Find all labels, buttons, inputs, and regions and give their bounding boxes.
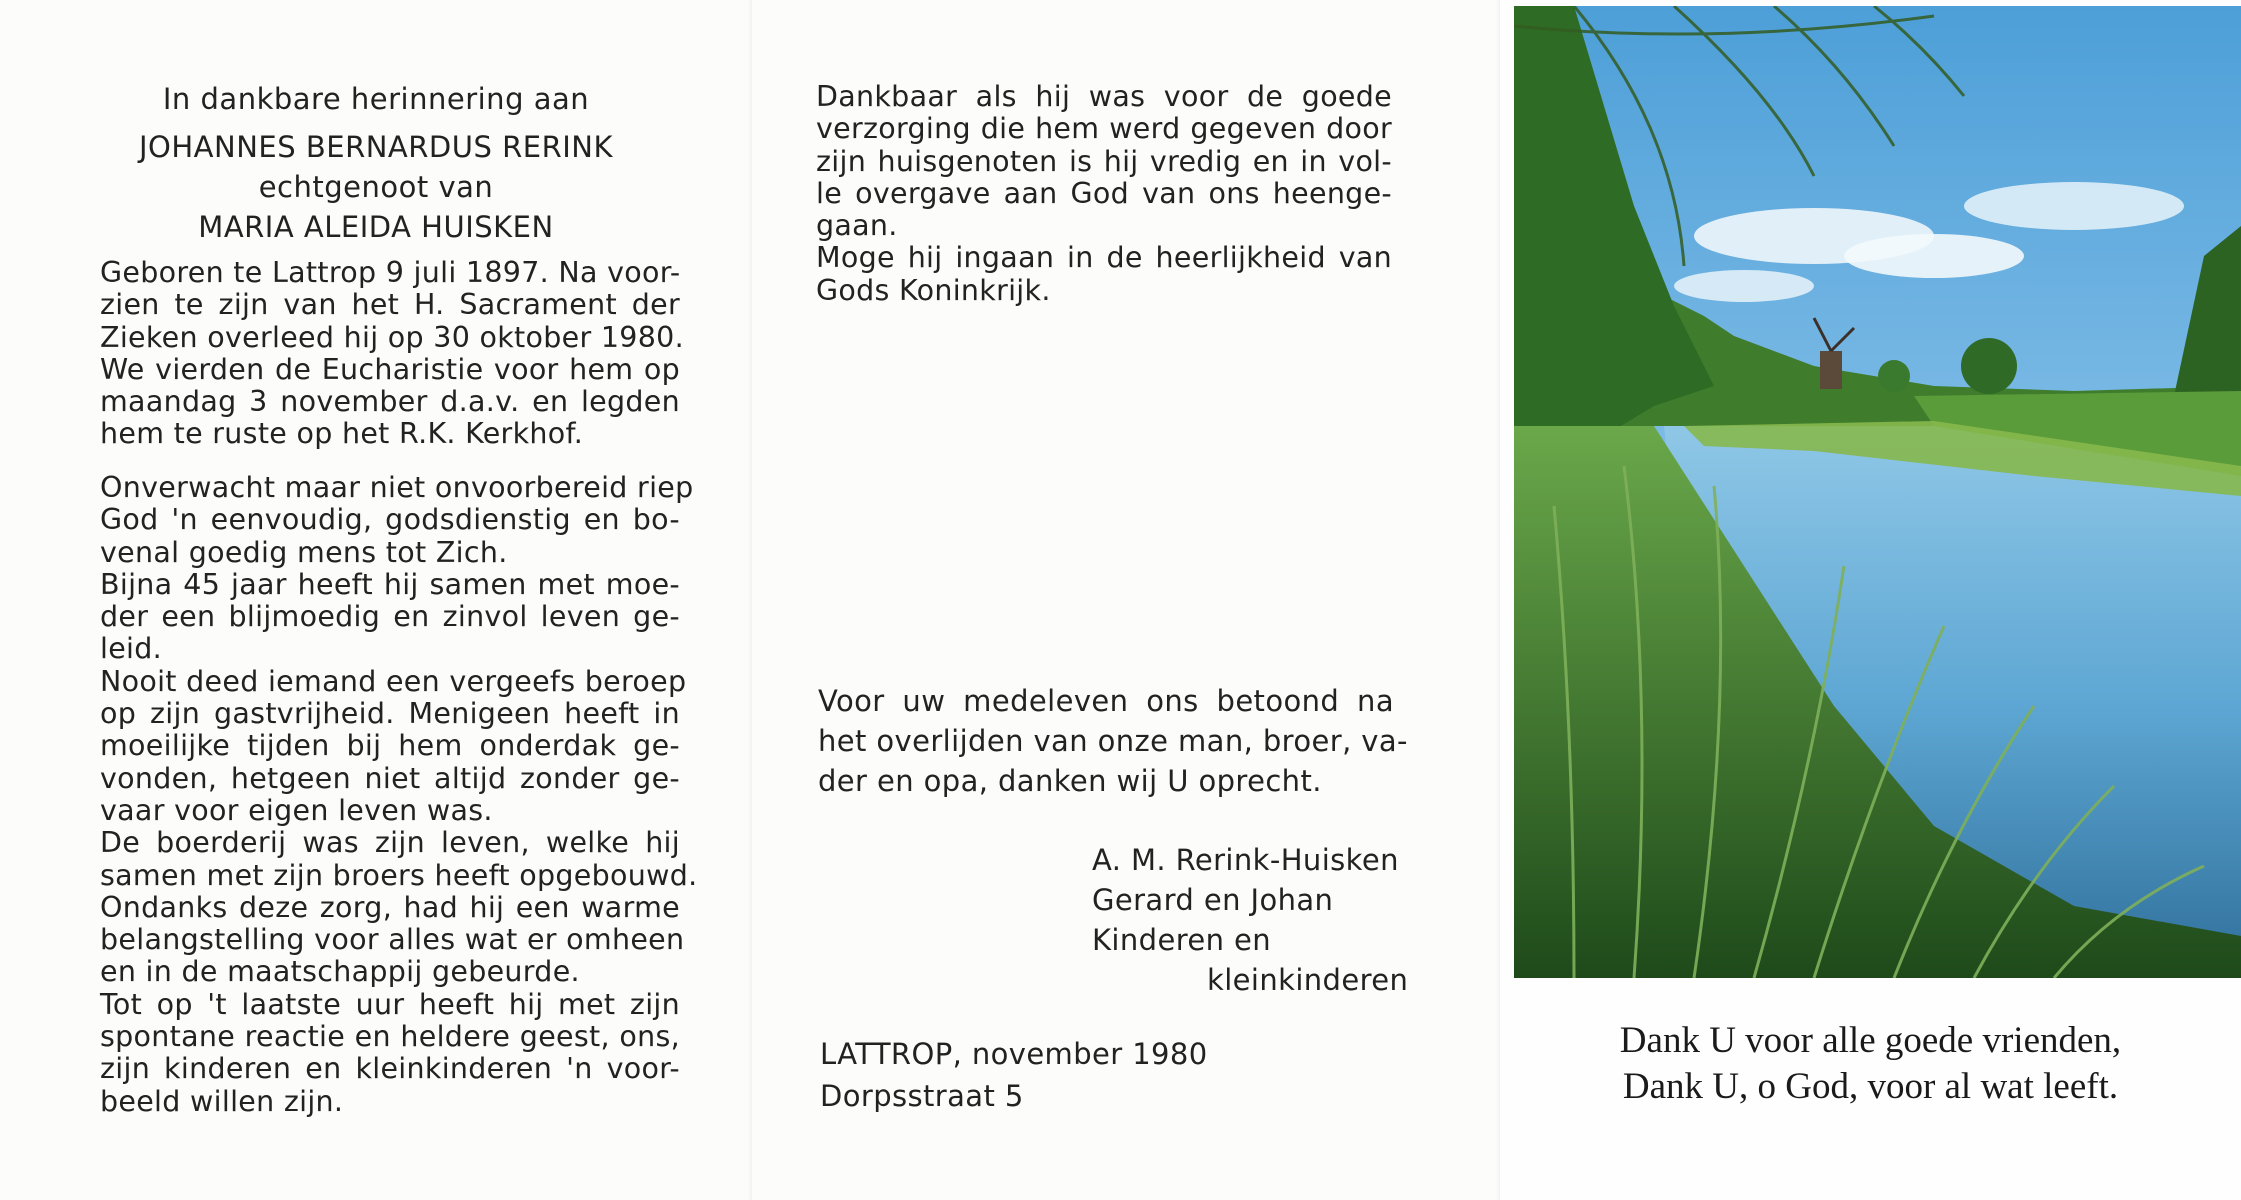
thanks-paragraph [818,681,1408,801]
signer-children: Kinderen en [1092,923,1272,957]
text-line: zijn huisgenoten is hij vredig en in vol- [816,144,1392,178]
verse-line: Dank U, o God, voor al wat leeft. [1622,1066,2119,1107]
text-line: verzorging die hem werd gegeven door [816,112,1392,146]
text-line: vaar voor eigen leven was. [100,793,493,827]
right-panel [1500,0,2241,1200]
text-line: Tot op 't laatste uur heeft hij met zijn [100,987,680,1021]
text-line: het overlijden van onze man, broer, va- [818,724,1408,758]
text-line: en in de maatschappij gebeurde. [100,955,580,989]
text-line: moeilijke tijden bij hem onderdak ge- [100,729,680,763]
spouse-name: MARIA ALEIDA HUISKEN [198,210,554,244]
intro-line: In dankbare herinnering aan [162,82,590,116]
text-line: We vierden de Eucharistie voor hem op [100,352,680,386]
text-line: Onverwacht maar niet onvoorbereid riep [100,471,694,504]
text-line: Ondanks deze zorg, had hij een warme [100,890,680,924]
signatories [1092,840,1409,1000]
text-line: Dankbaar als hij was voor de goede [816,80,1392,113]
text-line: God 'n eenvoudig, godsdienstig en bo- [100,503,680,537]
text-line: Gods Koninkrijk. [816,273,1051,307]
street-address: Dorpsstraat 5 [820,1079,1024,1113]
deceased-name: JOHANNES BERNARDUS RERINK [139,130,613,164]
text-line: le overgave aan God van ons heenge- [816,176,1392,210]
text-line: op zijn gastvrijheid. Menigeen heeft in [100,697,680,731]
place-and-address [820,1033,1208,1117]
verse-line: Dank U voor alle goede vrienden, [1619,1020,2122,1061]
landscape-photo [1514,6,2241,978]
text-line: zien te zijn van het H. Sacrament der [100,288,680,322]
signer-spouse: A. M. Rerink-Huisken [1092,843,1399,877]
signer-grandchildren: kleinkinderen [1207,963,1409,997]
closing-verse [1500,1018,2241,1110]
text-line: gaan. [816,209,898,243]
left-panel [0,0,752,1200]
relation-line: echtgenoot van [258,170,494,204]
place-date: LATTROP, november 1980 [820,1037,1208,1071]
text-line: der en opa, danken wij U oprecht. [818,764,1322,798]
text-line: belangstelling voor alles wat er omheen [100,923,685,957]
text-line: Nooit deed iemand een vergeefs beroep [100,664,687,698]
farewell-paragraph [816,81,1392,307]
text-line: Bijna 45 jaar heeft hij samen met moe- [100,567,680,601]
text-line: zijn kinderen en kleinkinderen 'n voor- [100,1052,680,1086]
signer-sons: Gerard en Johan [1092,883,1334,917]
text-line: leid. [100,632,163,666]
text-line: Moge hij ingaan in de heerlijkheid van [816,241,1392,275]
text-line: venal goedig mens tot Zich. [100,535,508,569]
text-line: vonden, hetgeen niet altijd zonder ge- [100,761,680,795]
biography-paragraph [100,256,684,451]
tribute-paragraph [100,471,698,1118]
text-line: Zieken overleed hij op 30 oktober 1980. [100,320,684,354]
text-line: De boerderij was zijn leven, welke hij [100,826,680,860]
text-line: spontane reactie en heldere geest, ons, [100,1020,680,1054]
text-line: maandag 3 november d.a.v. en legden [100,385,680,419]
text-line: hem te ruste op het R.K. Kerkhof. [100,417,584,451]
text-line: Geboren te Lattrop 9 juli 1897. Na voor- [100,256,681,289]
text-line: beeld willen zijn. [100,1084,344,1118]
middle-panel [752,0,1500,1200]
text-line: samen met zijn broers heeft opgebouwd. [100,858,698,892]
text-line: der een blijmoedig en zinvol leven ge- [100,600,680,634]
text-line: Voor uw medeleven ons betoond na [818,684,1394,718]
